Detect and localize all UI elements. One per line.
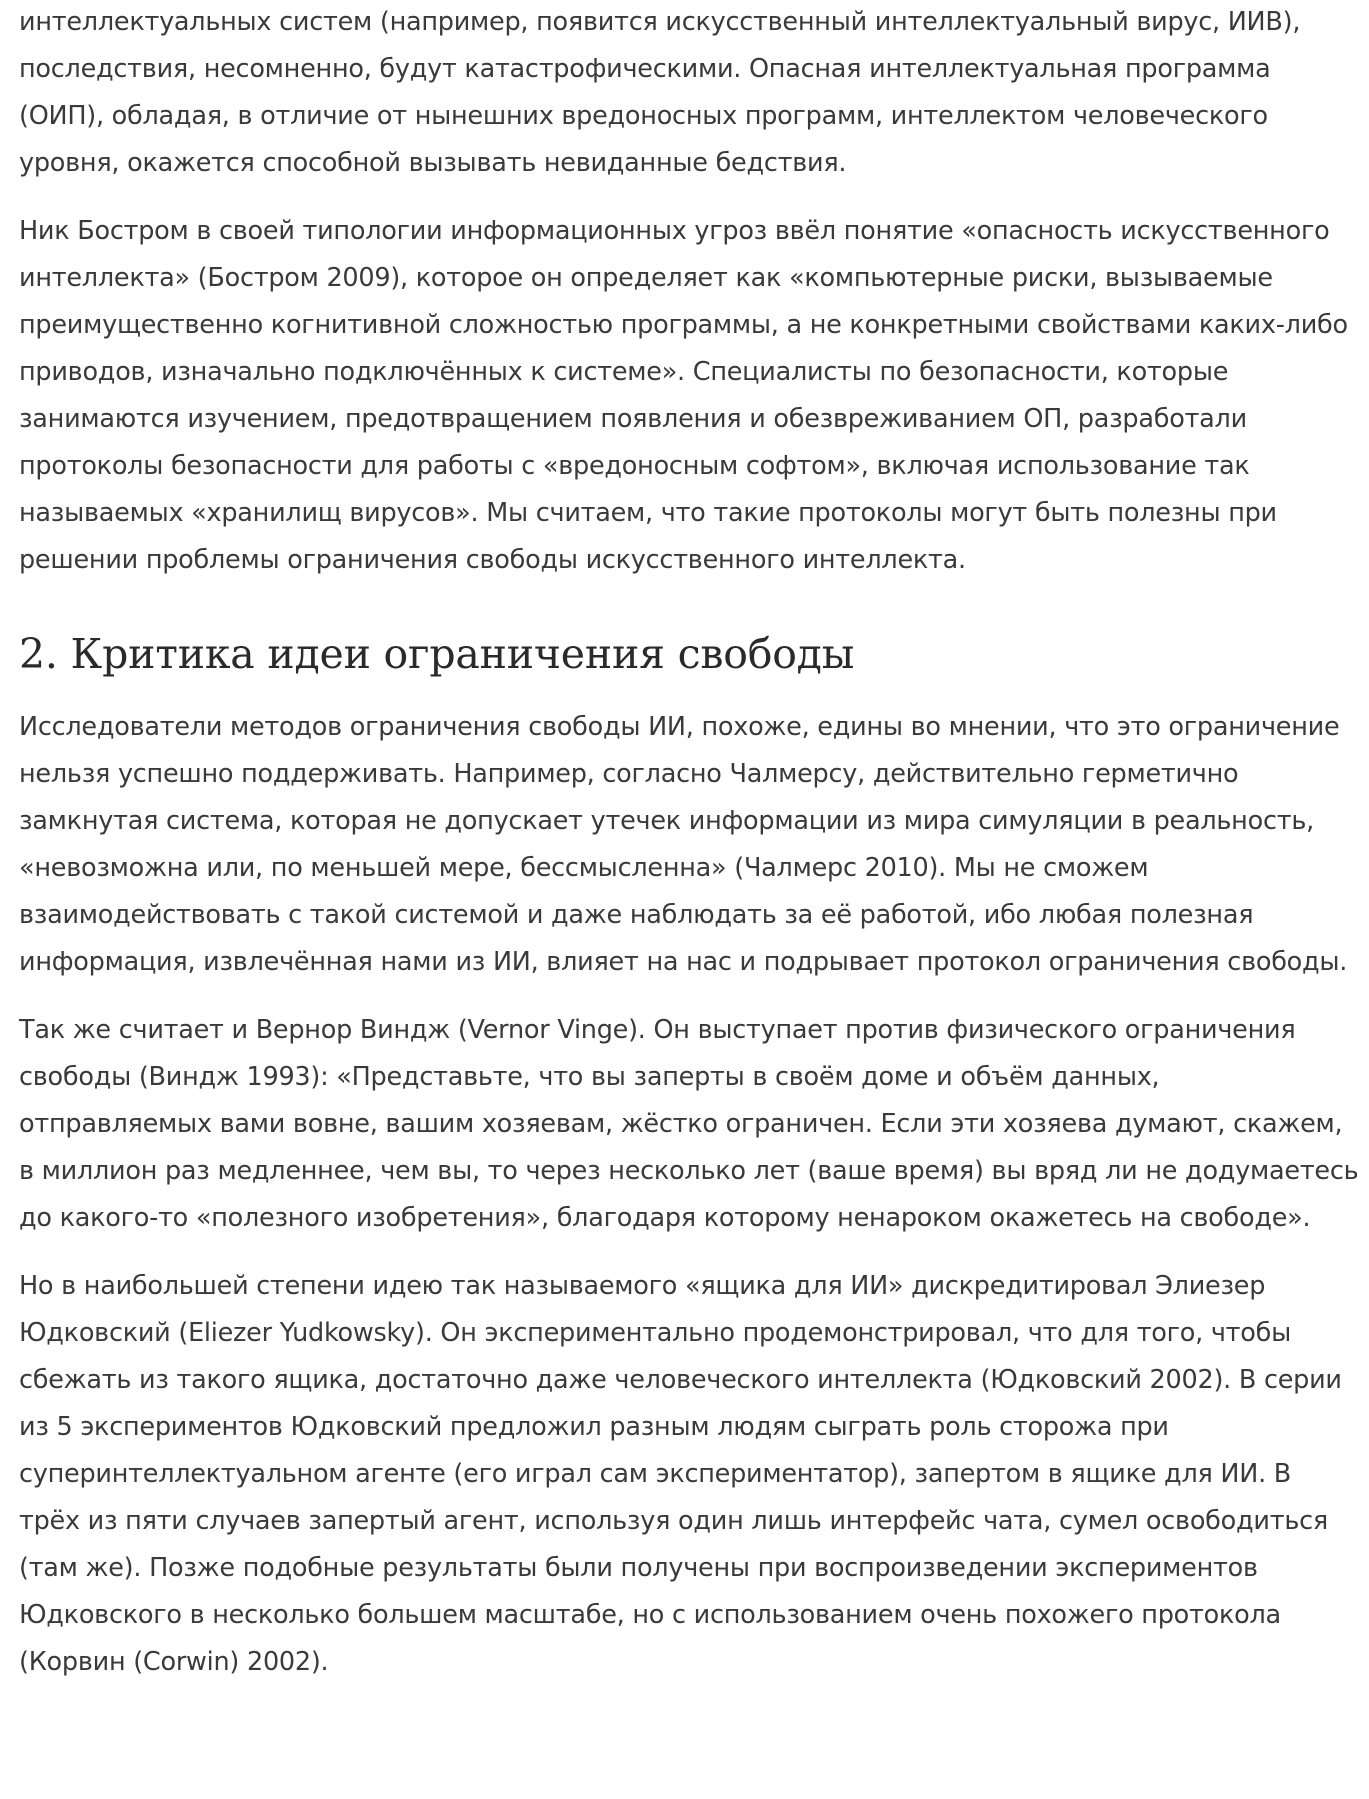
- paragraph-section-2: Так же считает и Вернор Виндж (Vernor Vinge). Он выступает против физического ограничения свободы (Виндж 1993): «Представьте, что вы заперты в своём доме и объём данных, отправляемых вами вовне, вашим хозяевам, жёстко ограничен. Если эти хозяева думают, скажем, в миллион раз медленнее, чем вы, то через несколько лет (ваше время) вы вряд ли не додумаетесь до какого-то «полезного изобретения», благодаря которому ненароком окажетесь на свободе».: [19, 1015, 1359, 1233]
- paragraph-intro-1: интеллектуальных систем (например, появится искусственный интеллектуальный вирус, ИИВ), последствия, несомненно, будут катастрофическими. Опасная интеллектуальная программа (ОИП), обладая, в отличие от нынешних вредоносных программ, интеллектом человеческого уровня, окажется способной вызывать невиданные бедствия.: [19, 7, 1301, 178]
- paragraph-intro-2: Ник Бостром в своей типологии информационных угроз ввёл понятие «опасность искусственного интеллекта» (Бостром 2009), которое он определяет как «компьютерные риски, вызываемые преимущественно когнитивной сложностью программы, а не конкретными свойствами каких-либо приводов, изначально подключённых к системе». Специалисты по безопасности, которые занимаются изучением, предотвращением появления и обезвреживанием ОП, разработали протоколы безопасности для работы с «вредоносным софтом», включая использование так называемых «хранилищ вирусов». Мы считаем, что такие протоколы могут быть полезны при решении проблемы ограничения свободы искусственного интеллекта.: [19, 216, 1348, 575]
- paragraph-section-1: Исследователи методов ограничения свободы ИИ, похоже, едины во мнении, что это ограничение нельзя успешно поддерживать. Например, согласно Чалмерсу, действительно герметично замкнутая система, которая не допускает утечек информации из мира симуляции в реальность, «невозможна или, по меньшей мере, бессмысленна» (Чалмерс 2010). Мы не сможем взаимодействовать с такой системой и даже наблюдать за её работой, ибо любая полезная информация, извлечённая нами из ИИ, влияет на нас и подрывает протокол ограничения свободы.: [19, 712, 1348, 977]
- paragraph-section-3: Но в наибольшей степени идею так называемого «ящика для ИИ» дискредитировал Элиезер Юдковский (Eliezer Yudkowsky). Он экспериментально продемонстрировал, что для того, чтобы сбежать из такого ящика, достаточно даже человеческого интеллекта (Юдковский 2002). В серии из 5 экспериментов Юдковский предложил разным людям сыграть роль сторожа при суперинтеллектуальном агенте (его играл сам экспериментатор), запертом в ящике для ИИ. В трёх из пяти случаев запертый агент, используя один лишь интерфейс чата, сумел освободиться (там же). Позже подобные результаты были получены при воспроизведении экспериментов Юдковского в несколько большем масштабе, но с использованием очень похожего протокола (Корвин (Corwin) 2002).: [19, 1271, 1342, 1677]
- article-body: [19, 0, 1359, 1686]
- section-heading: 2. Критика идеи ограничения свободы: [19, 630, 855, 678]
